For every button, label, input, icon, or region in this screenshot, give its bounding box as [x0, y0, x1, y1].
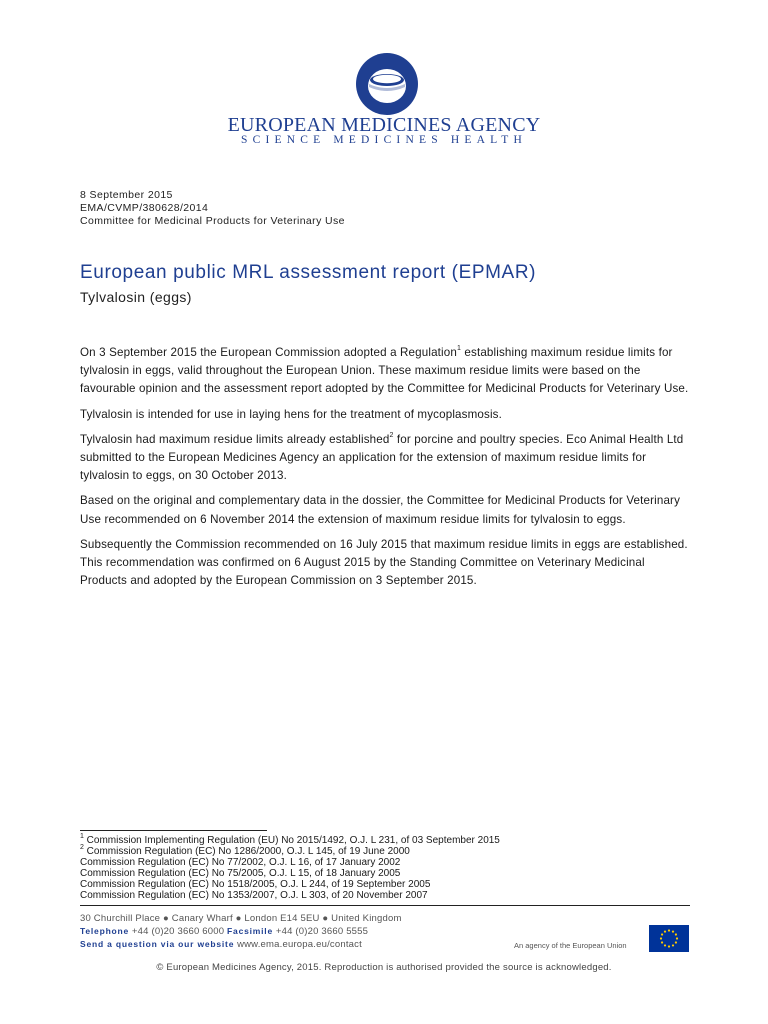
footnote-line: Commission Regulation (EC) No 77/2002, O.J. L 16, of 17 January 2002	[80, 857, 401, 868]
footnote-line: Commission Regulation (EC) No 1353/2007, O.J. L 303, of 20 November 2007	[80, 890, 428, 901]
committee-name: Committee for Medicinal Products for Veterinary Use	[80, 215, 345, 227]
eu-star	[664, 930, 666, 932]
footnote-1: $^1$ Commission Implementing Regulation (EU) No 2015/1492, O.J. L 231, of 03 September 2015	[80, 832, 500, 846]
footnote-line: Commission Regulation (EC) No 1518/2005, O.J. L 244, of 19 September 2005	[80, 879, 431, 890]
eu-flag-icon	[649, 925, 689, 952]
paragraph-2: Tylvalosin is intended for use in laying hens for the treatment of mycoplasmosis.	[80, 407, 502, 421]
telephone-label: Telephone	[80, 926, 130, 936]
fax-label: Facsimile	[227, 926, 273, 936]
eu-star	[675, 933, 677, 935]
document-subtitle: Tylvalosin (eggs)	[80, 289, 192, 305]
footer-contact-line	[80, 939, 362, 950]
paragraph-3: Tylvalosin had maximum residue limits already established$^2$ for porcine and poultry species. Eco Animal Health Ltd submitted to the European Medicines Agency an application for the extension of maximum residue limits for tylvalosin to eggs, on 30 October 2013.	[80, 431, 684, 483]
footnote-ref-2[interactable]: 2	[389, 431, 394, 439]
document-title: European public MRL assessment report (EPMAR)	[80, 262, 537, 283]
document-date: 8 September 2015	[80, 189, 173, 201]
telephone-number: +44 (0)20 3660 6000	[131, 926, 225, 937]
footer-phone-line	[80, 926, 368, 937]
footer-divider	[80, 905, 690, 906]
eu-star	[676, 937, 678, 939]
eu-star	[675, 941, 677, 943]
footnote-ref-1[interactable]: 1	[456, 345, 462, 353]
footnotes	[80, 832, 500, 901]
eu-star	[668, 945, 670, 947]
eu-agency-label: An agency of the European Union	[514, 941, 627, 950]
eu-star	[668, 929, 670, 931]
footnote-divider	[80, 830, 267, 831]
eu-star	[661, 941, 663, 943]
contact-label: Send a question via our website	[80, 939, 235, 949]
agency-tagline: SCIENCE MEDICINES HEALTH	[240, 134, 527, 146]
footnote-2: $^2$ Commission Regulation (EC) No 1286/2000, O.J. L 145, of 19 June 2000	[80, 843, 410, 857]
fax-number: +44 (0)20 3660 5555	[275, 926, 369, 937]
footnote-line: Commission Regulation (EC) No 75/2005, O.J. L 15, of 18 January 2005	[80, 868, 401, 879]
eu-star	[664, 944, 666, 946]
eu-star	[672, 930, 674, 932]
eu-star	[660, 937, 662, 939]
ema-logo-icon	[355, 52, 419, 116]
footer-address: 30 Churchill Place ● Canary Wharf ● London E14 5EU ● United Kingdom	[80, 913, 402, 924]
paragraph-5: Subsequently the Commission recommended on 16 July 2015 that maximum residue limits in eggs are established. This recommendation was confirmed on 6 August 2015 by the Standing Committee on Veterinary Medicinal Products and adopted by the European Commission on 3 September 2015.	[80, 537, 688, 588]
copyright-notice: © European Medicines Agency, 2015. Reproduction is authorised provided the source is acknowledged.	[156, 962, 612, 973]
body-text	[80, 344, 692, 597]
contact-link[interactable]: www.ema.europa.eu/contact	[237, 939, 362, 950]
eu-star	[661, 933, 663, 935]
agency-name: EUROPEAN MEDICINES AGENCY	[227, 114, 541, 136]
paragraph-4: Based on the original and complementary data in the dossier, the Committee for Medicinal Products for Veterinary Use recommended on 6 November 2014 the extension of maximum residue limits for tylvalosin to eggs.	[80, 494, 681, 526]
document-reference: EMA/CVMP/380628/2014	[80, 202, 209, 214]
paragraph-1: On 3 September 2015 the European Commission adopted a Regulation$^1$ establishing maximum residue limits for tylvalosin in eggs, valid throughout the European Union. These maximum residue limits were based on the favourable opinion and the assessment report adopted by the Committee for Medicinal Products for Veterinary Use.	[80, 345, 689, 396]
eu-star	[672, 944, 674, 946]
